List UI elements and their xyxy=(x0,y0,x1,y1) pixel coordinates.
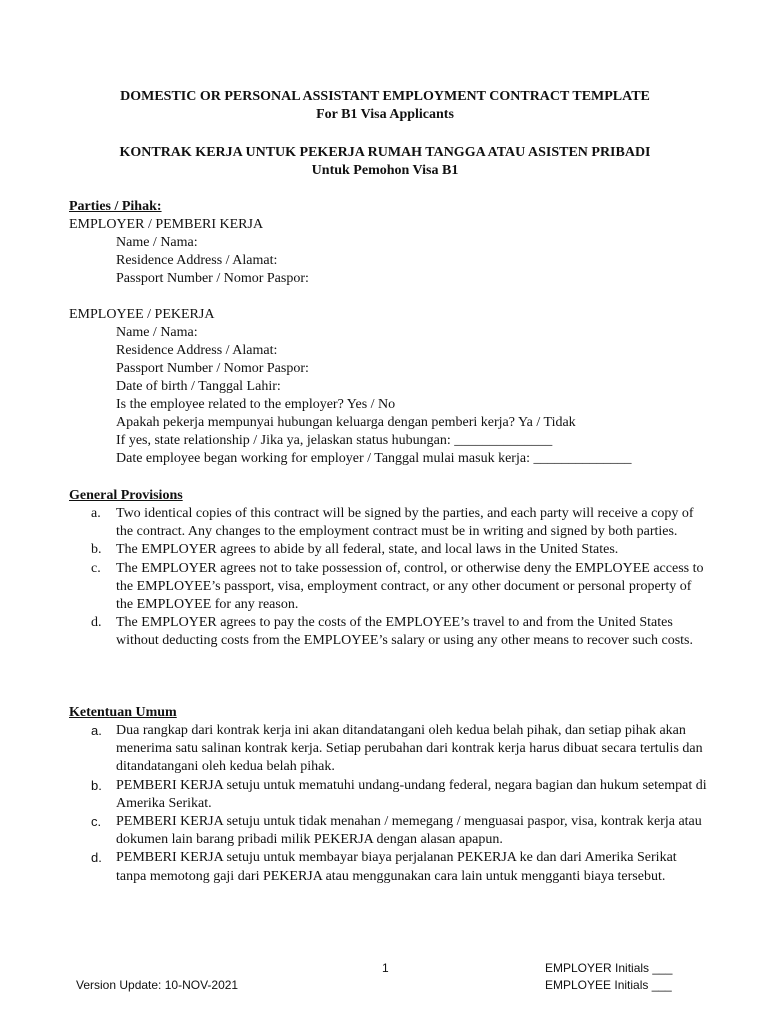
title-en: DOMESTIC OR PERSONAL ASSISTANT EMPLOYMENT CONTRACT TEMPLATE xyxy=(120,89,650,104)
relationship-field: If yes, state relationship / Jika ya, jelaskan status hubungan: ______________ xyxy=(116,433,553,448)
version-update: Version Update: 10-NOV-2021 xyxy=(76,978,239,992)
ketentuan-umum-list xyxy=(69,722,709,886)
employee-label: EMPLOYEE / PEKERJA xyxy=(69,307,215,322)
list-item-text: Two identical copies of this contract will be signed by the parties, and each party will receive a copy of the contract. Any changes to the employment contract must be in writing and signed by both parties. xyxy=(116,506,694,540)
employee-dob-field: Date of birth / Tanggal Lahir: xyxy=(116,379,281,394)
list-item-text: The EMPLOYER agrees to abide by all federal, state, and local laws in the United States. xyxy=(116,542,619,558)
list-item xyxy=(69,614,709,650)
employer-label: EMPLOYER / PEMBERI KERJA xyxy=(69,217,264,232)
list-item-text: PEMBERI KERJA setuju untuk membayar biaya perjalanan PEKERJA ke dan dari Amerika Serikat tanpa memotong gaji dari PEKERJA atau menggunakan cara lain untuk mengganti biaya tersebut. xyxy=(116,850,677,884)
employee-related-question: Is the employee related to the employer? Yes / No xyxy=(116,397,396,412)
list-marker: c. xyxy=(91,814,102,830)
employer-initials: EMPLOYER Initials ___ xyxy=(545,961,673,975)
list-item xyxy=(69,722,709,777)
list-marker: a. xyxy=(91,723,102,738)
list-marker: d. xyxy=(91,615,102,631)
employer-address-field: Residence Address / Alamat: xyxy=(116,253,278,268)
list-item xyxy=(69,541,709,559)
start-date-field: Date employee began working for employer / Tanggal mulai masuk kerja: ______________ xyxy=(116,451,632,466)
employee-passport-field: Passport Number / Nomor Paspor: xyxy=(116,361,309,376)
list-item xyxy=(69,849,709,885)
list-item xyxy=(69,560,709,615)
employee-name-field: Name / Nama: xyxy=(116,325,198,340)
page-number: 1 xyxy=(382,961,389,975)
title-id: KONTRAK KERJA UNTUK PEKERJA RUMAH TANGGA ATAU ASISTEN PRIBADI xyxy=(119,145,651,160)
list-item-text: The EMPLOYER agrees to pay the costs of the EMPLOYEE’s travel to and from the United States without deducting costs from the EMPLOYEE’s salary or using any other means to recover such costs. xyxy=(116,615,693,649)
ketentuan-umum-heading: Ketentuan Umum xyxy=(69,705,177,720)
list-item xyxy=(69,777,709,813)
list-item-text: Dua rangkap dari kontrak kerja ini akan ditandatangani oleh kedua belah pihak, dan setiap pihak akan menerima satu salinan kontrak kerja. Setiap perubahan dari kontrak kerja harus dibuat secara tertulis dan ditandatangani oleh kedua belah pihak. xyxy=(116,723,703,775)
list-marker: b. xyxy=(91,777,102,793)
list-item-text: PEMBERI KERJA setuju untuk tidak menahan / memegang / menguasai paspor, visa, kontrak kerja atau dokumen lain barang pribadi milik PEKERJA dengan alasan apapun. xyxy=(116,814,702,848)
subtitle-id: Untuk Pemohon Visa B1 xyxy=(311,163,459,178)
list-marker: c. xyxy=(91,560,101,576)
list-marker: b. xyxy=(91,542,102,558)
list-marker: d. xyxy=(91,850,102,866)
employee-address-field: Residence Address / Alamat: xyxy=(116,343,278,358)
general-provisions-heading: General Provisions xyxy=(69,488,183,503)
list-item-text: PEMBERI KERJA setuju untuk mematuhi undang-undang federal, negara bagian dan hukum setempat di Amerika Serikat. xyxy=(116,777,707,811)
parties-heading: Parties / Pihak: xyxy=(69,199,162,214)
list-item xyxy=(69,813,709,849)
list-item-text: The EMPLOYER agrees not to take possession of, control, or otherwise deny the EMPLOYEE access to the EMPLOYEE’s passport, visa, employment contract, or any other document or personal property of the EMPLOYEE for any reason. xyxy=(116,560,704,613)
employer-passport-field: Passport Number / Nomor Paspor: xyxy=(116,271,309,286)
employee-related-question-id: Apakah pekerja mempunyai hubungan keluarga dengan pemberi kerja? Ya / Tidak xyxy=(116,415,576,430)
list-item xyxy=(69,505,709,541)
list-marker: a. xyxy=(91,506,101,521)
employee-initials: EMPLOYEE Initials ___ xyxy=(545,978,672,992)
general-provisions-list xyxy=(69,505,709,651)
subtitle-en: For B1 Visa Applicants xyxy=(316,107,454,122)
employer-name-field: Name / Nama: xyxy=(116,235,198,250)
